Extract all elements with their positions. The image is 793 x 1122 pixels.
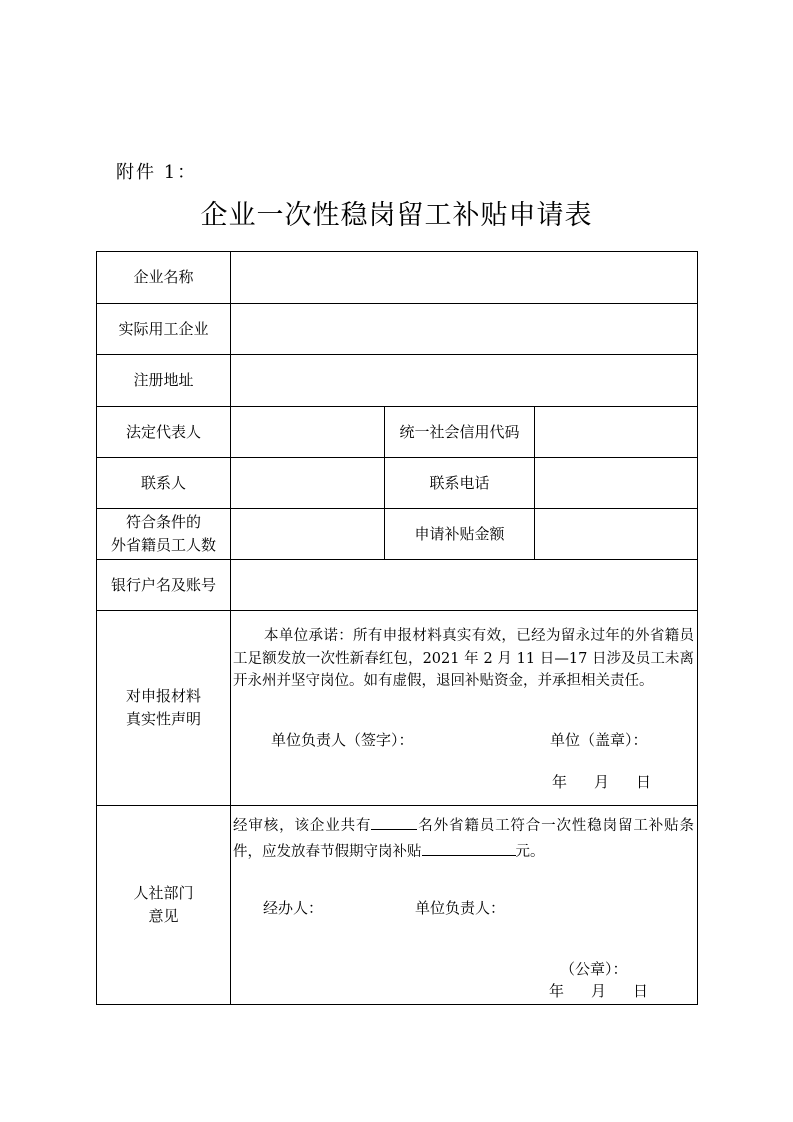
- review-unit-head: 单位负责人：: [415, 899, 506, 917]
- declaration-label: [97, 611, 230, 805]
- credit-code-field[interactable]: [535, 407, 697, 457]
- subsidy-total-blank[interactable]: [422, 838, 516, 856]
- credit-code-label: 统一社会信用代码: [399, 422, 520, 441]
- attachment-label: 附件 1：: [116, 162, 198, 183]
- review-text-part3: 元。: [515, 843, 545, 860]
- registered-address-field[interactable]: [231, 355, 697, 406]
- form-title: 企业一次性稳岗留工补贴申请表: [200, 200, 593, 231]
- bank-account-label: 银行户名及账号: [110, 575, 216, 594]
- review-label: [97, 806, 230, 1004]
- declaration-text: 本单位承诺：所有申报材料真实有效，已经为留永过年的外省籍员工足额发放一次性新春红包，2021 年 2 月 11 日—17 日涉及员工未离开永州并坚守岗位。如有虚假，退回补贴资金，并承担相关责任。: [233, 628, 694, 689]
- registered-address-label: 注册地址: [133, 371, 194, 389]
- application-form-table: [96, 251, 698, 1005]
- legal-rep-label: 法定代表人: [125, 422, 201, 441]
- worker-count-blank[interactable]: [371, 812, 417, 830]
- subsidy-amount-field[interactable]: [535, 509, 697, 559]
- review-date: 年 月 日: [549, 982, 655, 1000]
- declaration-date: 年 月 日: [552, 773, 658, 791]
- company-name-field[interactable]: [231, 252, 697, 303]
- review-label-line1: 人社部门: [133, 884, 194, 902]
- company-name-label: 企业名称: [133, 268, 194, 286]
- eligible-workers-label-line1: 符合条件的: [125, 513, 201, 531]
- actual-employer-field[interactable]: [231, 304, 697, 354]
- contact-phone-label: 联系电话: [429, 473, 490, 492]
- bank-account-field[interactable]: [231, 560, 697, 610]
- review-text-part1: 经审核，该企业共有: [233, 818, 372, 834]
- review-text: [233, 812, 694, 863]
- declaration-label-line2: 真实性声明: [125, 710, 201, 728]
- declaration-signer: 单位负责人（签字）：: [271, 731, 414, 749]
- review-label-line2: 意见: [148, 907, 179, 925]
- legal-rep-field[interactable]: [231, 407, 384, 457]
- contact-phone-field[interactable]: [535, 458, 697, 508]
- review-seal: （公章）：: [560, 960, 628, 978]
- review-text-part2: 名外省籍员工符合一次性稳岗留工补贴条件，应发放春节假期守岗补贴: [233, 818, 695, 860]
- declaration-label-line1: 对申报材料: [125, 687, 201, 705]
- eligible-workers-field[interactable]: [231, 509, 384, 559]
- actual-employer-label: 实际用工企业: [118, 319, 209, 338]
- contact-person-label: 联系人: [140, 473, 186, 492]
- subsidy-amount-label: 申请补贴金额: [414, 524, 505, 543]
- declaration-seal: 单位（盖章）：: [550, 731, 648, 749]
- eligible-workers-label: [97, 509, 230, 559]
- contact-person-field[interactable]: [231, 458, 384, 508]
- review-handler: 经办人：: [263, 899, 324, 917]
- eligible-workers-label-line2: 外省籍员工人数: [110, 536, 216, 554]
